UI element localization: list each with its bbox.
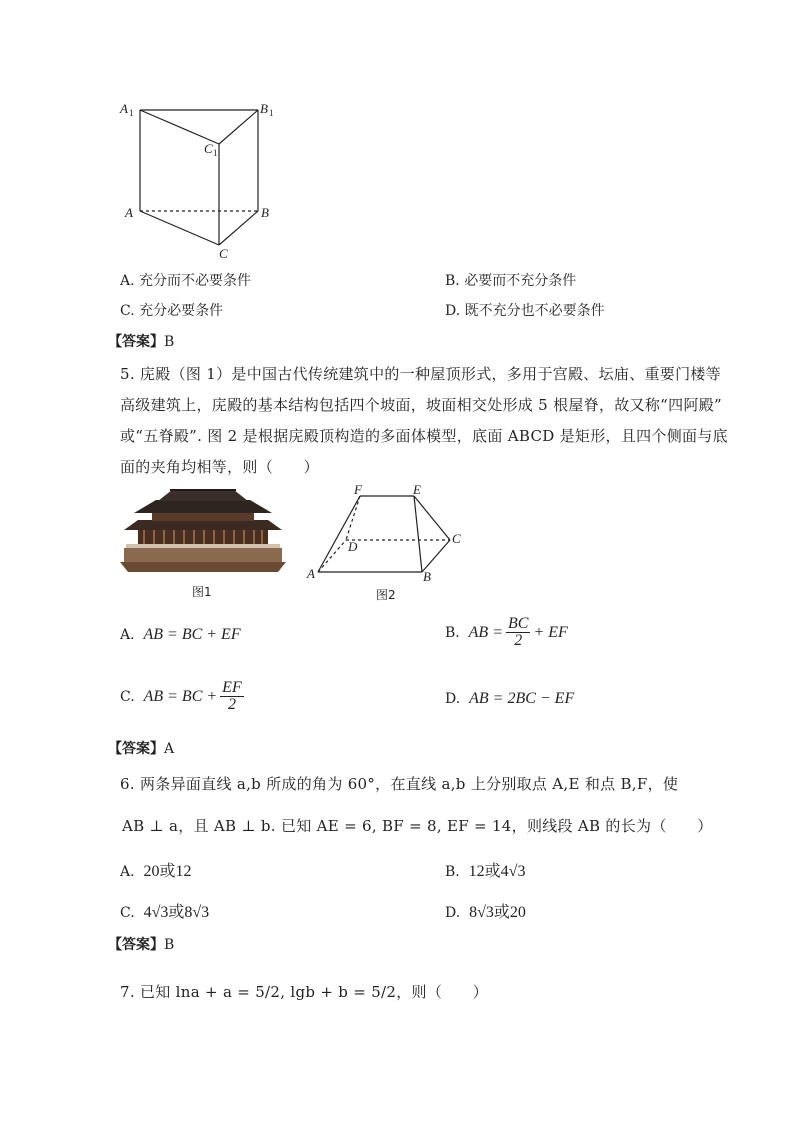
svg-text:C: C <box>219 246 228 261</box>
q4-option-c: C. 充分必要条件 <box>120 303 224 319</box>
q6-option-c: C. 4√3或8√3 <box>120 904 210 921</box>
q5-option-a: A. AB = BC + EF <box>120 626 241 643</box>
svg-text:B: B <box>423 569 431 584</box>
q5-answer: 【答案】A <box>108 741 175 757</box>
svg-text:A: A <box>125 205 133 220</box>
polyhedron-figure <box>302 484 472 584</box>
svg-text:C: C <box>452 531 461 546</box>
svg-text:C: C <box>204 141 213 156</box>
q4-option-b: B. 必要而不充分条件 <box>445 273 577 289</box>
q6-line-2: AB ⊥ a，且 AB ⊥ b. 已知 AE = 6, BF = 8, EF = 14，则线段 AB 的长为（ ） <box>122 817 713 835</box>
q5-option-c: C. AB = BC + $\frac{EF}{2}$ <box>120 679 242 713</box>
svg-text:D: D <box>348 539 358 554</box>
svg-text:A: A <box>120 101 128 116</box>
svg-text:E: E <box>413 484 421 497</box>
prism-figure <box>115 95 285 265</box>
q4-option-d: D. 既不充分也不必要条件 <box>445 303 605 319</box>
q5-line-4: 面的夹角均相等，则（ ） <box>120 458 319 476</box>
svg-text:1: 1 <box>129 108 134 118</box>
q5-line-1: 5. 庑殿（图 1）是中国古代传统建筑中的一种屋顶形式，多用于宫殿、坛庙、重要门楼等 <box>120 365 721 383</box>
q5-line-2: 高级建筑上，庑殿的基本结构包括四个坡面，坡面相交处形成 5 根屋脊，故又称“四阿殿” <box>120 396 723 414</box>
q4-answer: 【答案】B <box>108 334 175 350</box>
q7-line: 7. 已知 lna + a = 5/2, lgb + b = 5/2，则（ ） <box>120 983 489 1001</box>
svg-text:A: A <box>307 566 315 581</box>
q6-answer: 【答案】B <box>108 937 175 953</box>
q4-option-a: A. 充分而不必要条件 <box>120 273 252 289</box>
svg-text:B: B <box>260 101 268 116</box>
q6-option-a: A. 20或12 <box>120 863 192 880</box>
q6-line-1: 6. 两条异面直线 a,b 所成的角为 60°，在直线 a,b 上分别取点 A,E 和点 B,F，使 <box>120 775 679 793</box>
fig1-caption: 图1 <box>192 585 212 599</box>
q5-option-d: D. AB = 2BC − EF <box>445 690 575 707</box>
q5-option-b: B. AB = $\frac{BC}{2}$ + EF <box>445 615 568 649</box>
fig2-caption: 图2 <box>376 588 396 602</box>
svg-text:1: 1 <box>269 108 274 118</box>
q6-option-b: B. 12或4√3 <box>445 863 526 880</box>
svg-text:1: 1 <box>213 148 218 158</box>
q6-option-d: D. 8√3或20 <box>445 904 526 921</box>
q5-line-3: 或“五脊殿”. 图 2 是根据庑殿顶构造的多面体模型，底面 ABCD 是矩形，且四个侧面与底 <box>120 427 728 445</box>
palace-illustration <box>118 486 288 578</box>
svg-text:F: F <box>354 484 362 497</box>
svg-text:B: B <box>261 205 269 220</box>
